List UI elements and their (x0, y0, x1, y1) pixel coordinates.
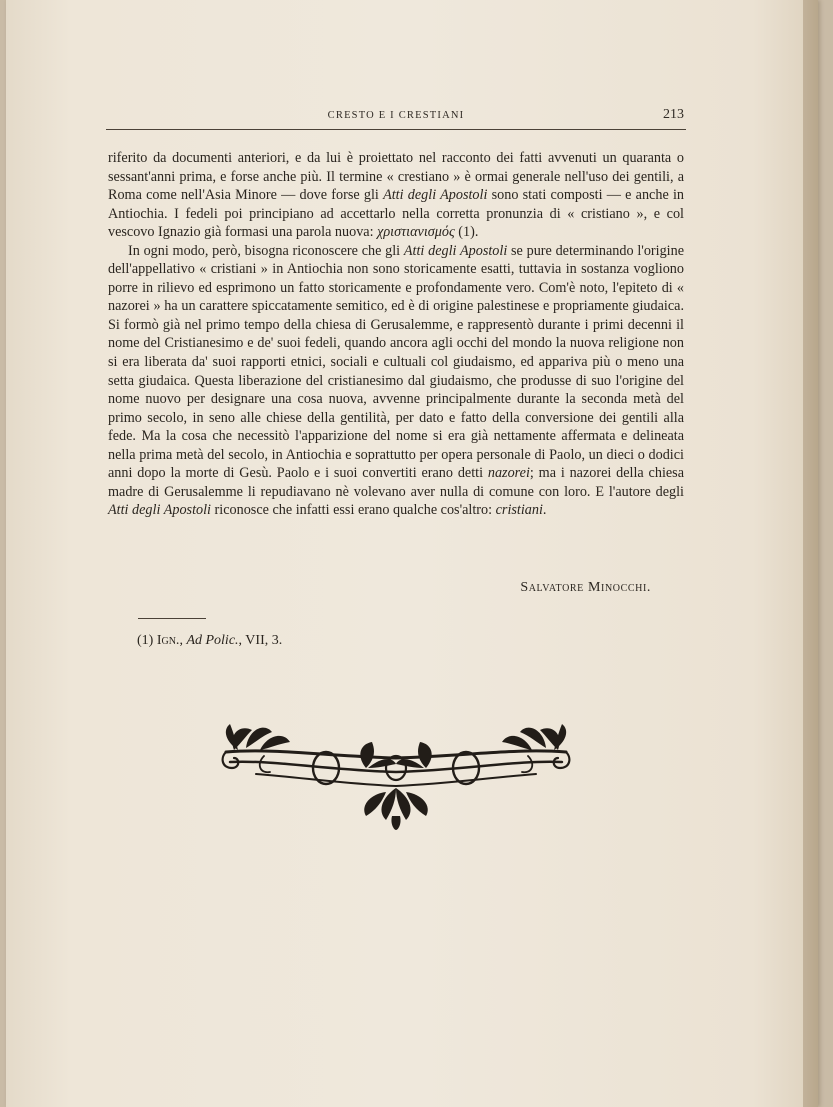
italic-run: Atti degli Apostoli (383, 187, 488, 204)
text-run: . (542, 502, 547, 519)
floral-tailpiece-icon (216, 712, 576, 830)
text-run: sono stati composti — e anche in Antiochia. I fedeli poi principiano ad accettarlo nella corretta pronunzia di « cristiano », e col vescovo Ignazio già formasi una parola nuova: (108, 187, 684, 241)
paragraph-1 (108, 149, 684, 242)
page-edge (803, 0, 818, 1107)
italic-run: cristiani (495, 502, 543, 519)
footnote-marker: (1) (137, 633, 157, 648)
footnote (137, 633, 282, 649)
text-run: ; ma i nazorei della chiesa madre di Gerusalemme li repudiavano nè volevano aver nulla di comune con loro. E l'autore degli (108, 465, 684, 500)
footnote-separator: , (179, 633, 187, 648)
author-signature: Salvatore Minocchi. (520, 580, 651, 595)
footnote-reference: (1). (454, 224, 479, 241)
book-page (6, 0, 818, 1107)
footnote-author: Ign. (156, 633, 180, 648)
page-header (106, 107, 686, 129)
page-number: 213 (663, 107, 684, 122)
footnote-title: Ad Polic. (186, 633, 239, 648)
italic-run: Atti degli Apostoli (108, 502, 211, 519)
footnote-rule (138, 618, 206, 619)
text-run: riconosce che infatti essi erano qualche cos'altro: (211, 502, 496, 519)
italic-run: Atti degli Apostoli (403, 242, 508, 259)
italic-run: nazorei (487, 465, 530, 482)
greek-word: χριστιανισμός (377, 224, 455, 241)
body-text (108, 149, 684, 520)
text-run: In ogni modo, però, bisogna riconoscere che gli (128, 242, 404, 259)
paragraph-2 (108, 242, 684, 520)
header-rule (106, 129, 686, 130)
text-run: se pure determinando l'origine dell'appellativo « cristiani » in Antiochia non sono storicamente esatti, tuttavia in sostanza vogliono porre in rilievo ed esprimono un fatto storicamente e profondamente vero. Com'è noto, l'epiteto di « nazorei » ha un carattere spiccatamente semitico, ed è di origine palestinese e propriamente giudaica. Si formò già nel primo tempo della chiesa di Gerusalemme, e rappresentò durante i primi decenni il nome del Cristianesimo e de' suoi fedeli, quando ancora agli occhi del mondo la nuova religione non si era liberata da' suoi rapporti etnici, sociali e cultuali col giudaismo, ed appariva più o meno una setta giudaica. Questa liberazione del cristianesimo dal giudaismo, che produsse di suo l'origine del nome nuovo per designare una cosa nuova, avvenne principalmente durante la seconda metà del primo secolo, in seno alle chiese della gentilità, per dato e fatto della conversione dei gentili alla fede. Ma la cosa che necessitò l'apparizione del nome si era già nettamente affermata e delineata nella prima metà del secolo, in Antiochia e soprattutto per opera personale di Paolo, un dieci o dodici anni dopo la morte di Gesù. Paolo e i suoi convertiti erano detti (108, 242, 685, 482)
footnote-reference-detail: , VII, 3. (238, 633, 283, 648)
text-run: riferito da documenti anteriori, e da lui è proiettato nel racconto dei fatti avvenuti un quaranta o sessant'anni prima, e forse anche più. Il termine « crestiano » è ormai generale nell'uso dei gentili, a Roma come nell'Asia Minore — dove forse gli (108, 150, 684, 204)
running-title: CRESTO E I CRESTIANI (327, 110, 465, 121)
